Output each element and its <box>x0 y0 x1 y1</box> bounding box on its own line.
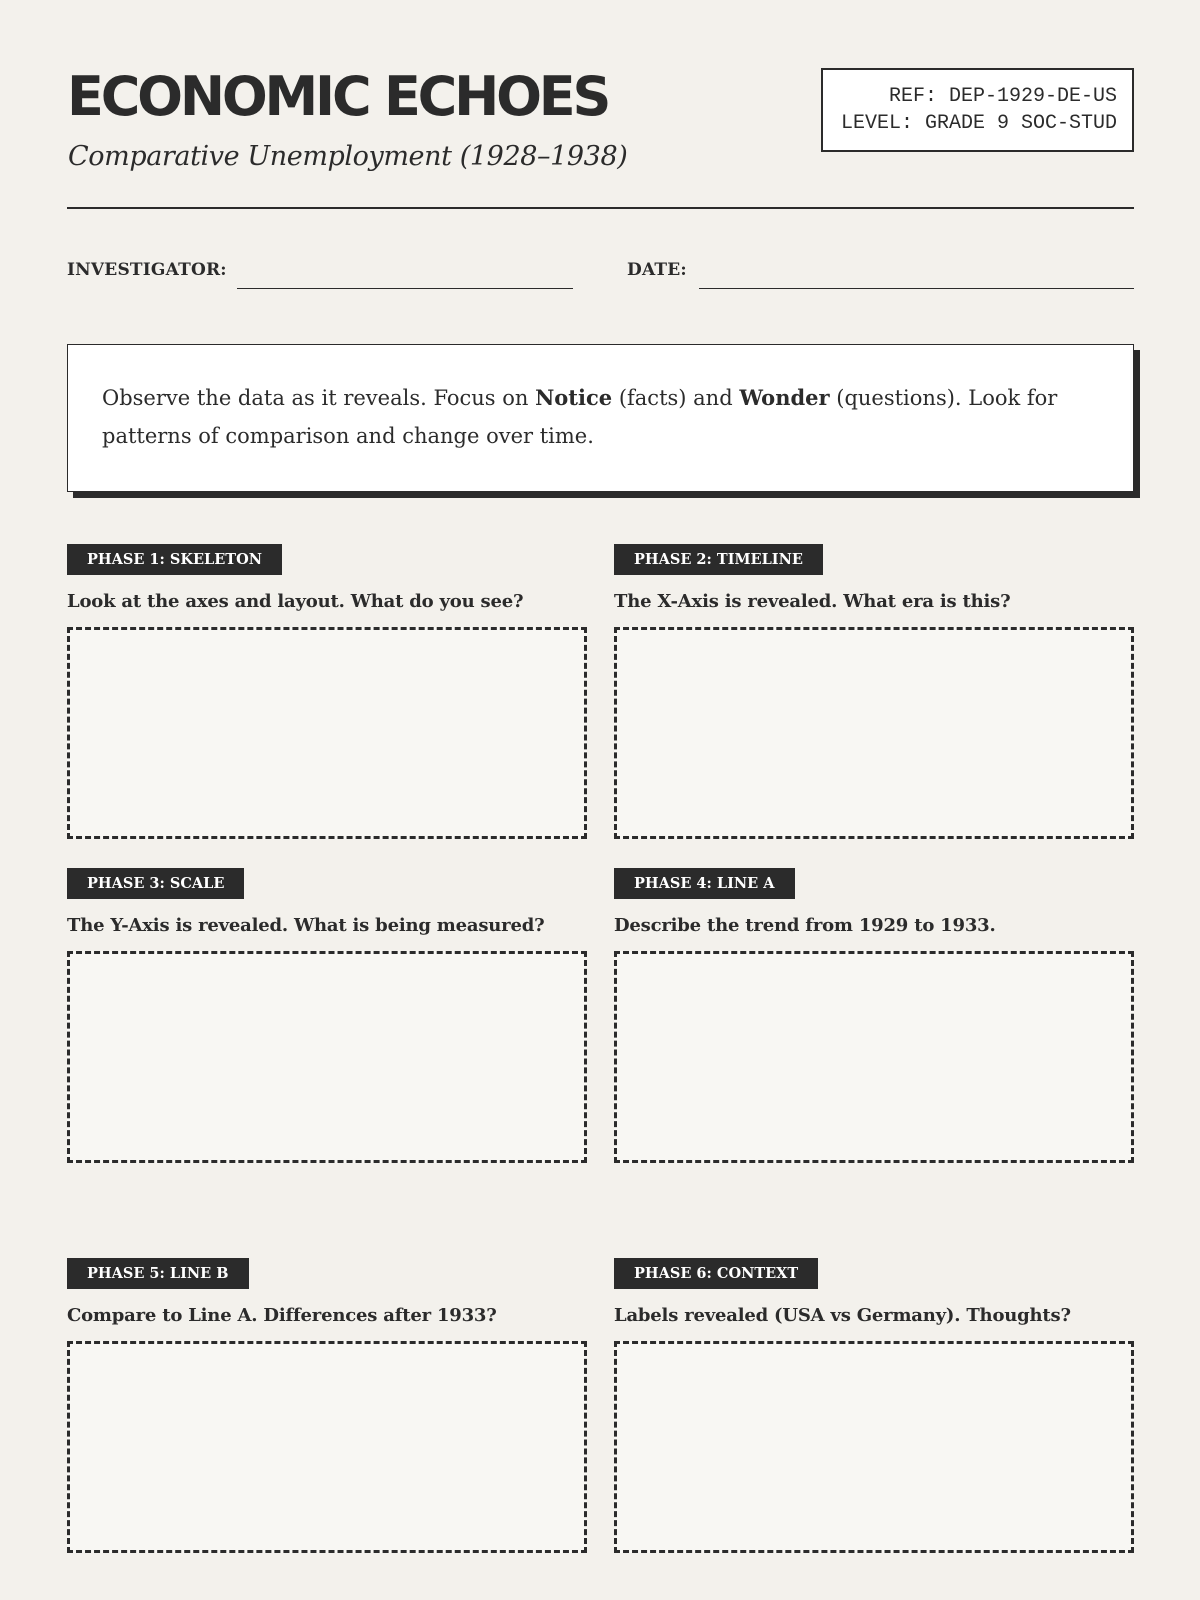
reference-code: REF: DEP-1929-DE-US <box>888 85 1117 108</box>
phase-badge: PHASE 6: CONTEXT <box>614 1258 818 1289</box>
page-title: ECONOMIC ECHOES <box>67 65 609 128</box>
instructions-box <box>67 344 1134 492</box>
date-label: DATE: <box>627 260 687 280</box>
grade-level: LEVEL: GRADE 9 SOC-STUD <box>840 112 1117 135</box>
worksheet-page <box>67 0 1134 1600</box>
phase-prompt: Describe the trend from 1929 to 1933. <box>614 915 996 936</box>
investigator-field[interactable] <box>237 288 573 289</box>
phase-badge: PHASE 5: LINE B <box>67 1258 249 1289</box>
reference-box <box>821 68 1134 152</box>
phase-badge: PHASE 4: LINE A <box>614 868 795 899</box>
phase-3-answer-box[interactable] <box>67 951 587 1163</box>
page-subtitle: Comparative Unemployment (1928–1938) <box>68 141 628 172</box>
header-divider <box>67 207 1134 209</box>
phase-prompt: Look at the axes and layout. What do you see? <box>67 591 524 612</box>
date-field[interactable] <box>699 288 1134 289</box>
worksheet-header <box>67 62 1134 212</box>
instructions-text: Observe the data as it reveals. Focus on <box>102 386 536 410</box>
phase-prompt: Compare to Line A. Differences after 1933? <box>67 1305 497 1326</box>
instructions-text: (facts) and <box>612 386 740 410</box>
phase-prompt: The X-Axis is revealed. What era is this? <box>614 591 1011 612</box>
phase-2-answer-box[interactable] <box>614 627 1134 839</box>
phase-5-answer-box[interactable] <box>67 1341 587 1553</box>
phase-4-answer-box[interactable] <box>614 951 1134 1163</box>
phase-prompt: The Y-Axis is revealed. What is being measured? <box>67 915 545 936</box>
notice-keyword: Notice <box>535 385 613 410</box>
instructions-text: (questions). Look for patterns of comparison and change over time. <box>102 386 1058 448</box>
phase-badge: PHASE 2: TIMELINE <box>614 544 823 575</box>
phase-6-answer-box[interactable] <box>614 1341 1134 1553</box>
investigator-label: INVESTIGATOR: <box>67 260 227 280</box>
phase-1-answer-box[interactable] <box>67 627 587 839</box>
phase-prompt: Labels revealed (USA vs Germany). Thoughts? <box>614 1305 1071 1326</box>
phase-badge: PHASE 3: SCALE <box>67 868 244 899</box>
phase-badge: PHASE 1: SKELETON <box>67 544 282 575</box>
wonder-keyword: Wonder <box>739 385 830 410</box>
